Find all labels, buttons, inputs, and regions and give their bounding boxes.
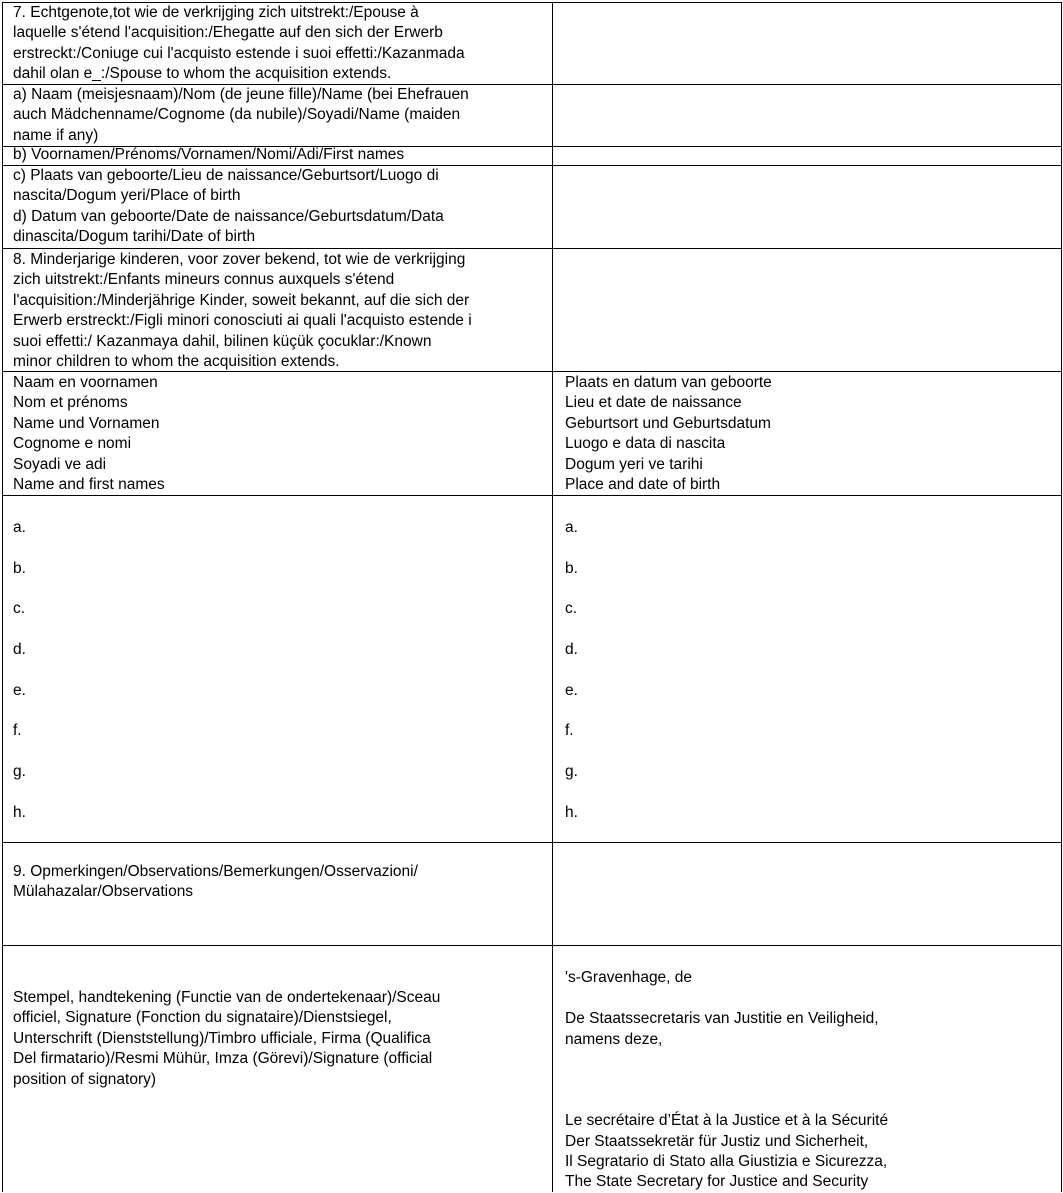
child-birth-letter-e: e. — [565, 681, 578, 699]
section-7a-value-cell[interactable] — [553, 85, 1062, 146]
section-8-heading-cell — [2, 249, 553, 371]
section-7-value-cell[interactable] — [553, 3, 1062, 84]
child-name-letter-b: b. — [13, 559, 26, 577]
section-9-row — [2, 843, 1062, 946]
section-9-value-cell[interactable] — [553, 843, 1062, 945]
section-7a-row — [2, 85, 1062, 147]
section-7a-label: a) Naam (meisjesnaam)/Nom (de jeune fille)/Name (bei Ehefrauen auch Mädchenname/Cognome (da nubile)/Soyadi/Name (maiden name if any) — [13, 86, 469, 144]
section-8-heading: 8. Minderjarige kinderen, voor zover bekend, tot wie de verkrijging zich uitstrekt:/Enfants mineurs connus auxquels s'étend l'acquisition:/Minderjährige Kinder, soweit bekannt, auf die sich der Erwerb erstreckt:/Figli minori conosciuti ai quali l'acquisto estende i suoi effetti:/ Kazanmaya dahil, bilinen küçük çocuklar:/Known minor children to whom the acquisition extends. — [13, 251, 472, 371]
child-name-letter-c: c. — [13, 600, 26, 618]
child-name-letter-d: d. — [13, 641, 26, 659]
child-birth-letter-h: h. — [565, 803, 578, 821]
signature-authority-cell — [553, 946, 1062, 1192]
section-7cd-value-cell[interactable] — [553, 166, 1062, 248]
section-7b-row — [2, 147, 1062, 166]
child-name-letter-h: h. — [13, 803, 26, 821]
section-7-heading: 7. Echtgenote,tot wie de verkrijging zich uitstrekt:/Epouse à laquelle s'étend l'acquisition:/Ehegatte auf den sich der Erwerb erstreckt:/Coniuge cui l'acquisto estende i suoi effetti:/Kazanmada dahil olan e_:/Spouse to whom the acquisition extends. — [13, 4, 465, 83]
children-birth-list — [565, 518, 1049, 844]
section-7b-value-cell[interactable] — [553, 147, 1062, 165]
child-birth-letter-a: a. — [565, 519, 578, 536]
section-8-column-headers-row — [2, 372, 1062, 496]
children-name-header: Naam en voornamen Nom et prénoms Name und Vornamen Cognome e nomi Soyadi ve adi Name and first names — [13, 374, 165, 494]
section-8-children-list-row — [2, 496, 1062, 843]
section-7cd-label: c) Plaats van geboorte/Lieu de naissance/Geburtsort/Luogo di nascita/Dogum yeri/Place of birth d) Datum van geboorte/Date de naissance/Geburtsdatum/Data dinascita/Dogum tarihi/Date of birth — [13, 167, 444, 246]
child-name-letter-f: f. — [13, 722, 22, 740]
section-9-heading-cell — [2, 843, 553, 945]
section-7-heading-cell — [2, 3, 553, 84]
children-names-list — [13, 518, 542, 844]
child-birth-letter-d: d. — [565, 641, 578, 659]
section-7b-label: b) Voornamen/Prénoms/Vornamen/Nomi/Adi/First names — [13, 146, 405, 163]
section-8-row — [2, 249, 1062, 372]
section-7cd-row — [2, 166, 1062, 249]
children-name-header-cell — [2, 372, 553, 495]
children-birth-cell[interactable] — [553, 496, 1062, 842]
signature-row — [2, 946, 1062, 1192]
child-name-letter-g: g. — [13, 763, 26, 781]
signature-place-date: 's-Gravenhage, de — [565, 969, 693, 986]
section-7a-label-cell — [2, 85, 553, 146]
section-7-row — [2, 2, 1062, 85]
signature-label-cell — [2, 946, 553, 1192]
child-birth-letter-b: b. — [565, 559, 578, 577]
signature-authority-multilingual: Le secrétaire d’État à la Justice et à la Sécurité Der Staatssekretär für Justiz und Sicherheit, Il Segratario di Stato alla Giustizia e Sicurezza, The State Secretary for Justice and Security — [565, 1112, 889, 1191]
section-7cd-label-cell — [2, 166, 553, 248]
child-birth-letter-g: g. — [565, 763, 578, 781]
child-birth-letter-f: f. — [565, 722, 574, 740]
child-birth-letter-c: c. — [565, 600, 578, 618]
section-8-value-cell — [553, 249, 1062, 371]
children-birth-header-cell — [553, 372, 1062, 495]
signature-authority-nl: De Staatssecretaris van Justitie en Veiligheid, namens deze, — [565, 1010, 879, 1048]
section-7b-label-cell — [2, 147, 553, 165]
child-name-letter-e: e. — [13, 681, 26, 699]
children-birth-header: Plaats en datum van geboorte Lieu et date de naissance Geburtsort und Geburtsdatum Luogo e data di nascita Dogum yeri ve tarihi Place and date of birth — [565, 374, 772, 494]
children-names-cell[interactable] — [2, 496, 553, 842]
child-name-letter-a: a. — [13, 519, 26, 536]
section-9-heading: 9. Opmerkingen/Observations/Bemerkungen/Osservazioni/ Mülahazalar/Observations — [13, 863, 418, 901]
signature-label: Stempel, handtekening (Functie van de ondertekenaar)/Sceau officiel, Signature (Fonction du signataire)/Dienstsiegel, Unterschrift (Dienststellung)/Timbro ufficiale, Firma (Qualifica Del firmatario)/Resmi Mühür, Imza (Görevi)/Signature (official position of signatory) — [13, 989, 441, 1088]
